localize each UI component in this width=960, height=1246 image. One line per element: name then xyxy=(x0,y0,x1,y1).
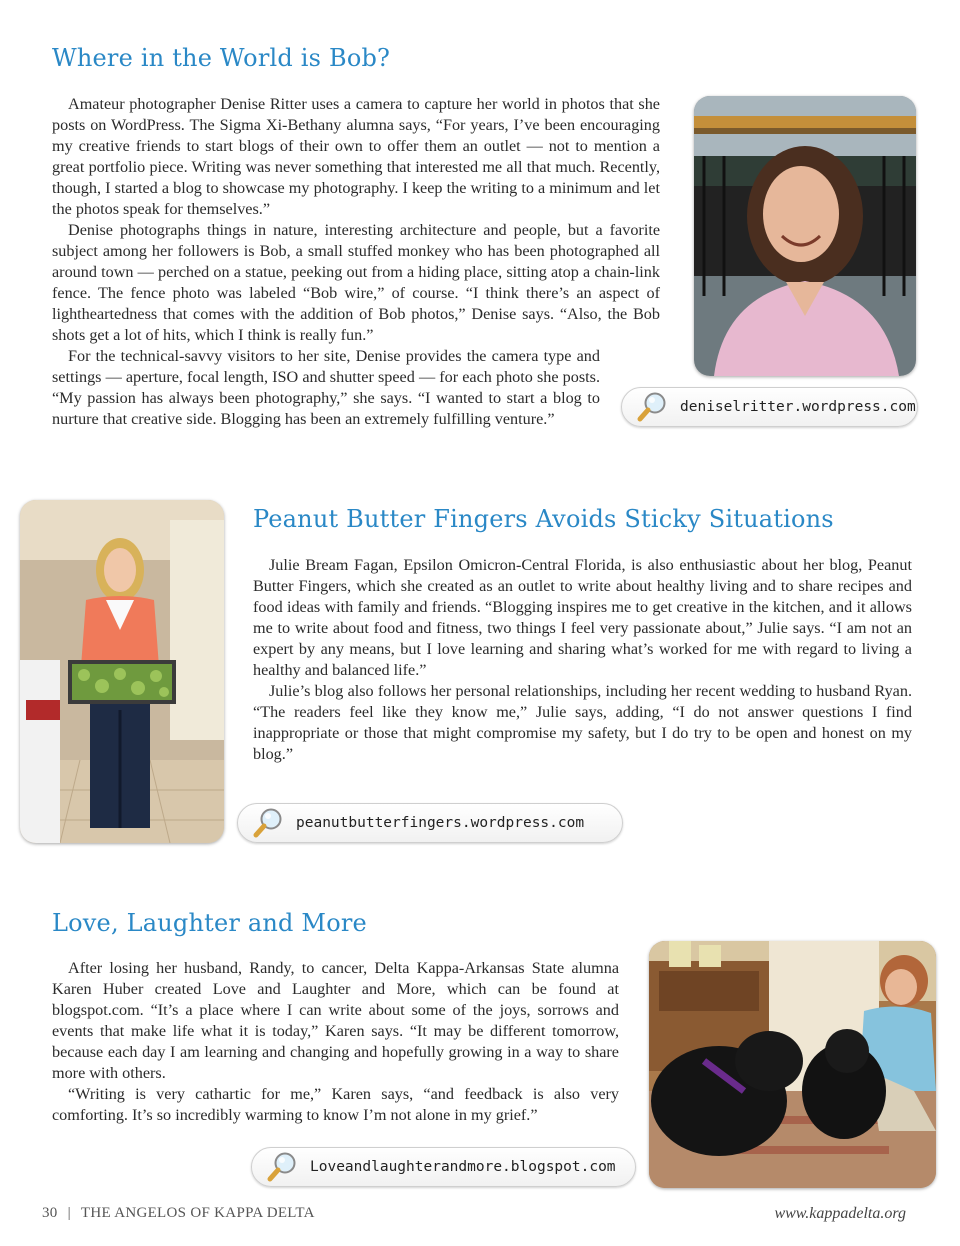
blog-url[interactable]: Loveandlaughterandmore.blogspot.com xyxy=(310,1159,616,1175)
article-heading-love-laughter: Love, Laughter and More xyxy=(52,909,367,937)
magnifier-icon xyxy=(636,390,670,424)
article-heading-peanut-butter: Peanut Butter Fingers Avoids Sticky Situations xyxy=(253,505,834,533)
paragraph: Julie’s blog also follows her personal relationships, including her recent wedding to husband Ryan. “The readers feel like they know me,” Julie says, adding, “I do not answer questions I find inappropriate or those that might compromise my safety, but I do try to be open and honest on my blog.” xyxy=(253,682,912,763)
photo-karen-dogs xyxy=(649,941,936,1188)
photo-julie-kitchen xyxy=(20,500,224,843)
blog-link-karen[interactable] xyxy=(251,1147,636,1187)
article-body-peanut-butter xyxy=(253,555,912,765)
blog-link-denise[interactable] xyxy=(621,387,918,427)
blog-url[interactable]: deniselritter.wordpress.com xyxy=(680,399,916,415)
magnifier-icon xyxy=(266,1150,300,1184)
blog-link-julie[interactable] xyxy=(237,803,623,843)
blog-url[interactable]: peanutbutterfingers.wordpress.com xyxy=(296,815,585,831)
article-body-love-laughter xyxy=(52,958,619,1126)
publication-name: THE ANGELOS OF KAPPA DELTA xyxy=(80,1205,315,1221)
paragraph: For the technical-savvy visitors to her site, Denise provides the camera type and settings — aperture, focal length, ISO and shutter speed — for each photo she posts. “My passion has always been photography,” she says. “I wanted to start a blog to nurture that creative side. Blogging has been an extremely fulfilling venture.” xyxy=(52,347,600,428)
paragraph: After losing her husband, Randy, to cancer, Delta Kappa-Arkansas State alumna Karen Huber created Love and Laughter and More, which can be found at blogspot.com. “It’s a place where I can write about some of the joys, sorrows and events that make life what it is today,” Karen says. “It may be different tomorrow, because each day I am learning and changing and hopefully growing in a way to share more with others. xyxy=(52,959,619,1082)
footer-website[interactable]: www.kappadelta.org xyxy=(774,1205,906,1222)
article-heading-bob: Where in the World is Bob? xyxy=(52,44,391,72)
photo-denise-portrait xyxy=(694,96,916,376)
magnifier-icon xyxy=(252,806,286,840)
paragraph: Denise photographs things in nature, interesting architecture and people, but a favorite subject among her followers is Bob, a small stuffed monkey who has been photographed all around town — perched on a statue, peeking out from a hiding place, sitting atop a chain-link fence. The fence photo was labeled “Bob wire,” of course. “I think there’s an aspect of lightheartedness that comes with the addition of Bob photos,” Denise says. “Also, the Bob shots get a lot of hits, which I think is really fun.” xyxy=(52,221,660,344)
page-number: 30 xyxy=(42,1205,58,1221)
page-footer xyxy=(42,1205,315,1222)
article-body-bob xyxy=(52,94,660,430)
paragraph: Amateur photographer Denise Ritter uses a camera to capture her world in photos that she posts on WordPress. The Sigma Xi-Bethany alumna says, “For years, I’ve been encouraging my creative friends to start blogs of their own to offer them an outlet — not to mention a great portfolio piece. Writing was never something that interested me all that much. Recently, though, I started a blog to showcase my photography. I keep the writing to a minimum and let the photos speak for themselves.” xyxy=(52,95,660,218)
footer-separator: | xyxy=(67,1205,71,1221)
paragraph: Julie Bream Fagan, Epsilon Omicron-Central Florida, is also enthusiastic about her blog, Peanut Butter Fingers, which she created as an outlet to write about healthy living and to share recipes and food ideas with family and friends. “Blogging inspires me to get creative in the kitchen, and it allows me to write about food and fitness, two things I feel very passionate about,” Julie says. “I am not an expert by any means, but I love learning and sharing what’s worked for me with regard to living a healthy and balanced life.” xyxy=(253,556,912,679)
paragraph: “Writing is very cathartic for me,” Karen says, “and feedback is also very comforting. It’s so incredibly warming to know I’m not alone in my grief.” xyxy=(52,1085,619,1124)
